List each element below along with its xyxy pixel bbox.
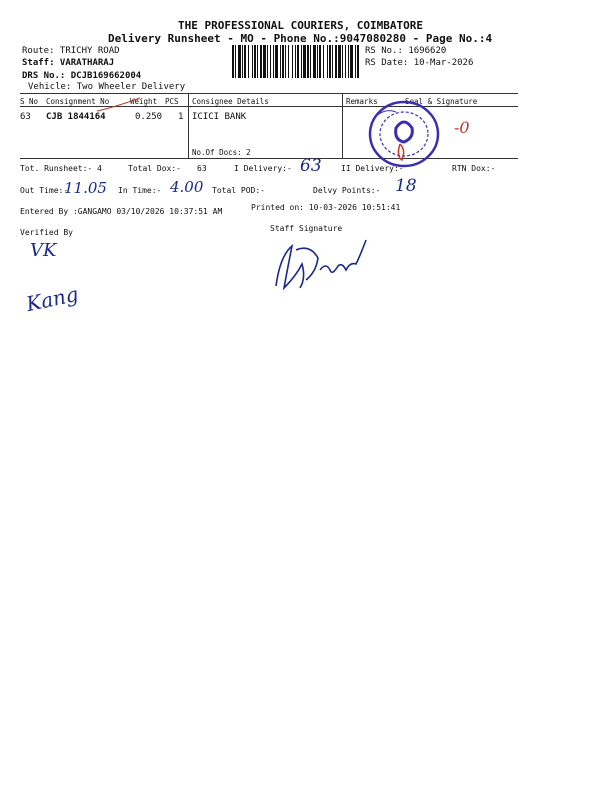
table-top-border <box>20 93 518 94</box>
delvy-points-hand: 18 <box>395 176 417 196</box>
barcode <box>232 45 360 78</box>
row-consignment: CJB 1844164 <box>46 112 106 122</box>
staff-signature <box>266 236 372 294</box>
remark-mark: -0 <box>454 118 470 137</box>
total-dox-label: Total Dox:- <box>128 164 181 173</box>
row-pcs: 1 <box>178 112 184 122</box>
staff-info: Staff: VARATHARAJ <box>22 58 115 68</box>
company-name: THE PROFESSIONAL COURIERS, COIMBATORE <box>178 19 424 32</box>
rs-number: RS No.: 1696620 <box>365 46 447 56</box>
out-time-label: Out Time:- <box>20 186 69 195</box>
route-info: Route: TRICHY ROAD <box>22 46 120 56</box>
vehicle-info: Vehicle: Two Wheeler Delivery <box>28 82 186 92</box>
printed-on: Printed on: 10-03-2026 10:51:41 <box>251 203 401 212</box>
in-time-hand: 4.00 <box>170 178 204 196</box>
table-divider <box>342 93 343 159</box>
rtn-dox-label: RTN Dox:- <box>452 164 496 173</box>
col-header-sno: S No <box>20 97 39 106</box>
drs-number: DRS No.: DCJB169662004 <box>22 71 142 81</box>
total-dox-value: 63 <box>197 164 207 173</box>
ii-delivery-label: II Delivery:- <box>341 164 404 173</box>
verified-by-label: Verified By <box>20 228 73 237</box>
col-header-weight: Weight <box>130 97 158 106</box>
col-header-pcs: PCS <box>165 97 179 106</box>
verified-signature: Kang <box>24 281 81 317</box>
tot-runsheet: Tot. Runsheet:- 4 <box>20 164 102 173</box>
i-delivery-hand: 63 <box>300 156 322 176</box>
col-header-consignee: Consignee Details <box>192 97 269 106</box>
i-delivery-label: I Delivery:- <box>234 164 292 173</box>
staff-signature-label: Staff Signature <box>270 224 343 233</box>
row-sno: 63 <box>20 112 31 122</box>
pen-scratch <box>95 95 145 115</box>
out-time-hand: 11.05 <box>64 179 107 197</box>
entered-by: Entered By :GANGAMO 03/10/2026 10:37:51 AM <box>20 207 223 216</box>
table-divider <box>188 93 189 159</box>
col-header-seal: Seal & Signature <box>405 97 478 106</box>
verified-initials: VK <box>30 240 57 261</box>
row-weight: 0.250 <box>135 112 163 122</box>
seal-stamp <box>366 98 446 170</box>
rs-date: RS Date: 10-Mar-2026 <box>365 58 474 68</box>
in-time-label: In Time:- <box>118 186 162 195</box>
row-consignee: ICICI BANK <box>192 112 247 122</box>
row-docs: No.Of Docs: 2 <box>192 148 251 157</box>
runsheet-title: Delivery Runsheet - MO - Phone No.:9047080280 - Page No.:4 <box>108 32 493 45</box>
col-header-remarks: Remarks <box>346 97 378 106</box>
delvy-points-label: Delvy Points:- <box>313 186 381 195</box>
col-header-consignment: Consignment No <box>46 97 110 106</box>
total-pod-label: Total POD:- <box>212 186 265 195</box>
